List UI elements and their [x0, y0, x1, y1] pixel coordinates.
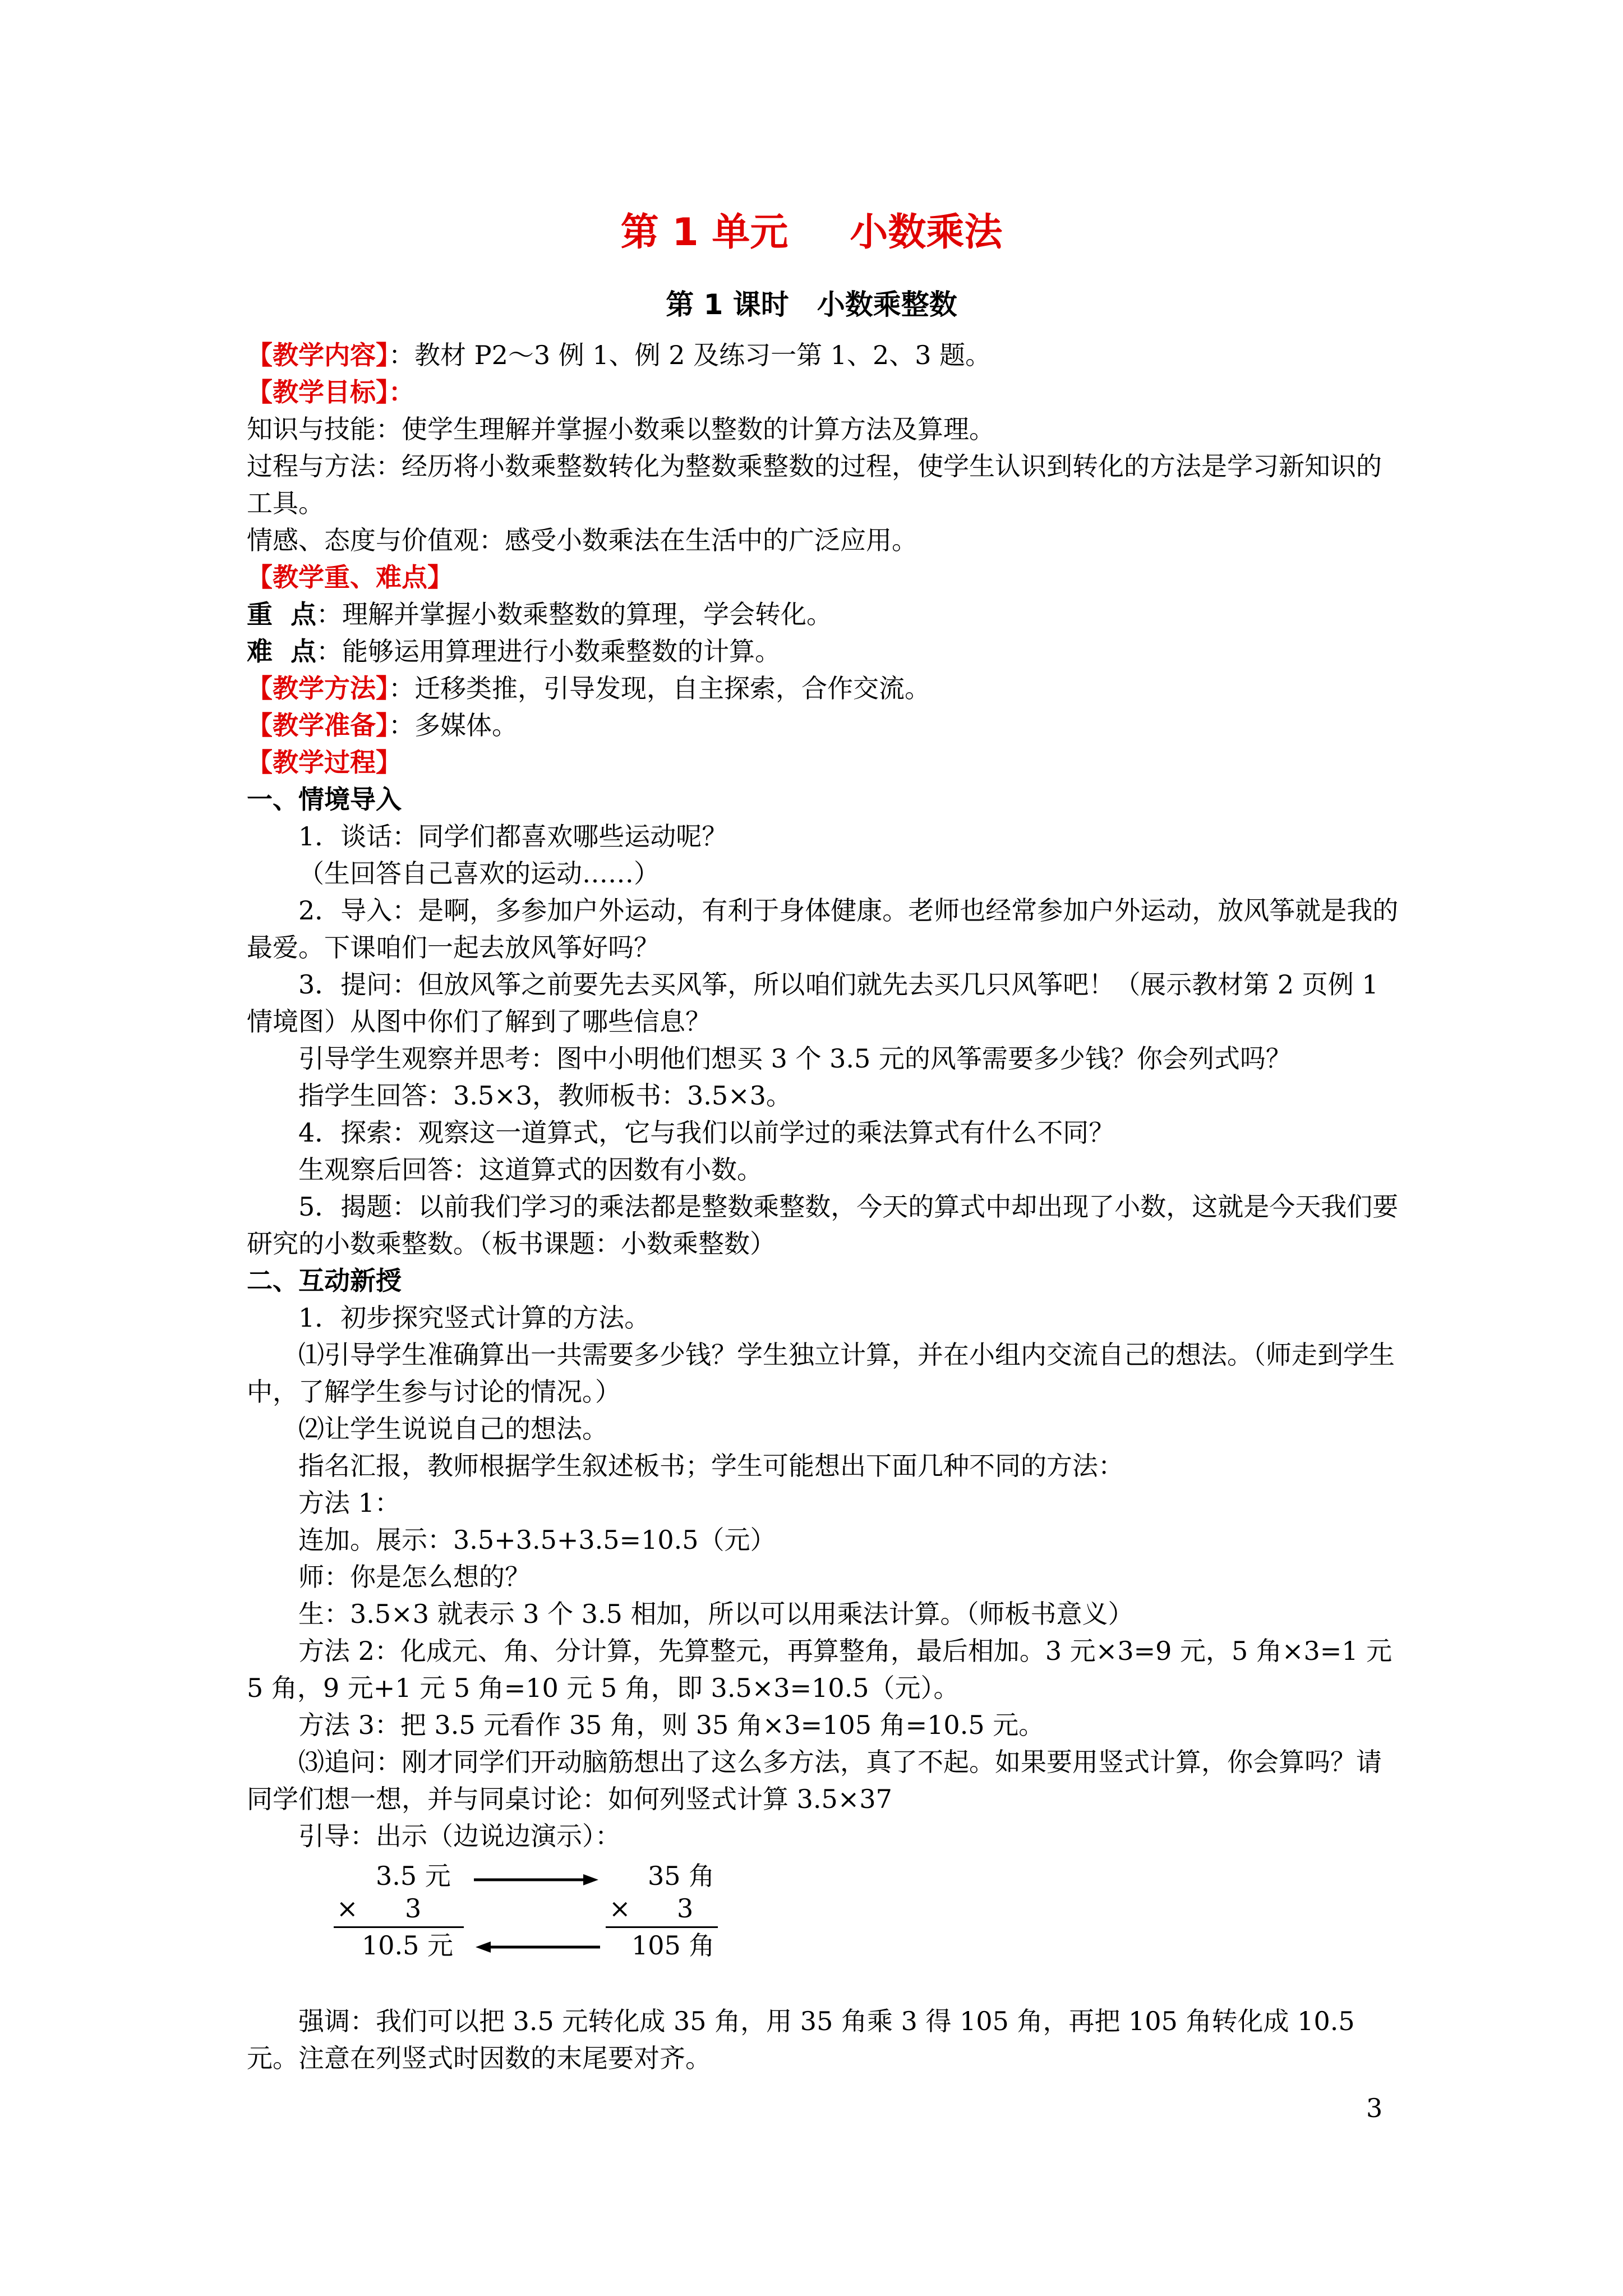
section-2-p1: 1．初步探究竖式计算的方法。 — [298, 1303, 651, 1333]
section-2-p9: 方法 2：化成元、角、分计算，先算整元，再算整角，最后相加。3 元×3=9 元，5 角×3=1 元 5 角，9 元+1 元 5 角=10 元 5 角，即 3.5×3=10.5（元）。 — [247, 1636, 1393, 1703]
section-2-heading: 二、互动新授 — [247, 1266, 402, 1296]
content-text: ：教材 P2～3 例 1、例 2 及练习一第 1、2、3 题。 — [389, 340, 992, 370]
section-2-p8: 生：3.5×3 就表示 3 个 3.5 相加，所以可以用乘法计算。（师板书意义） — [298, 1599, 1134, 1629]
section-2-p5: 方法 1： — [298, 1488, 400, 1518]
content-label: 【教学内容】 — [247, 340, 389, 370]
arrow-left-icon — [476, 1941, 600, 1953]
section-1-p6: 指学生回答：3.5×3，教师板书：3.5×3。 — [298, 1080, 792, 1111]
section-1-p4: 3．提问：但放风筝之前要先去买风筝，所以咱们就先去买几只风筝吧！（展示教材第 2 页例 1 情境图）从图中你们了解到了哪些信息？ — [247, 969, 1378, 1037]
calc-right-multiplier: 3 — [677, 1893, 694, 1924]
page-number: 3 — [1366, 2093, 1383, 2123]
section-2-p4: 指名汇报，教师根据学生叙述板书；学生可能想出下面几种不同的方法： — [298, 1451, 1124, 1481]
document-body — [247, 337, 1402, 2077]
key-point-1 — [247, 596, 1402, 633]
lesson-name: 小数乘整数 — [817, 288, 957, 321]
section-1-heading: 一、情境导入 — [247, 784, 402, 815]
section-2-p10: 方法 3：把 3.5 元看作 35 角，则 35 角×3=105 角=10.5 元。 — [298, 1710, 1045, 1740]
prep-label: 【教学准备】 — [247, 710, 389, 740]
process-label: 【教学过程】 — [247, 747, 402, 777]
section-1-p8: 生观察后回答：这道算式的因数有小数。 — [298, 1154, 763, 1185]
goal-2: 过程与方法：经历将小数乘整数转化为整数乘整数的过程，使学生认识到转化的方法是学习新知识的工具。 — [247, 451, 1382, 518]
calc-right-times: × — [609, 1893, 631, 1924]
section-2-p12: 引导：出示（边说边演示）： — [298, 1821, 621, 1851]
method-line — [247, 670, 1402, 707]
goals-label: 【教学目标】 — [247, 377, 389, 407]
section-1-p7: 4．探索：观察这一道算式，它与我们以前学过的乘法算式有什么不同？ — [298, 1117, 1115, 1148]
key-heading — [247, 559, 1402, 596]
section-1-p1: 1．谈话：同学们都喜欢哪些运动呢？ — [298, 821, 728, 852]
prep-text: ：多媒体。 — [389, 710, 518, 740]
unit-name: 小数乘法 — [850, 210, 1003, 255]
section-1-p5: 引导学生观察并思考：图中小明他们想买 3 个 3.5 元的风筝需要多少钱？你会列式吗？ — [298, 1043, 1292, 1074]
goals-heading — [247, 374, 1402, 411]
arrow-right-icon — [474, 1874, 598, 1885]
calc-right-result: 105 角 — [631, 1930, 715, 1961]
key-label: 【教学重、难点】 — [247, 562, 453, 592]
lesson-title — [0, 285, 1623, 324]
section-1-p2: （生回答自己喜欢的运动……） — [298, 858, 660, 889]
unit-title — [0, 208, 1623, 258]
calc-left-multiplier: 3 — [405, 1893, 422, 1924]
key-point-1-text: ：理解并掌握小数乘整数的算理，学会转化。 — [316, 599, 833, 629]
goal-3: 情感、态度与价值观：感受小数乘法在生活中的广泛应用。 — [247, 525, 917, 555]
unit-number: 第 1 单元 — [620, 210, 789, 255]
prep-line — [247, 707, 1402, 744]
calc-left-rule — [334, 1926, 464, 1928]
section-2-p3: ⑵让学生说说自己的想法。 — [298, 1414, 608, 1444]
section-1-p3: 2．导入：是啊，多参加户外运动，有利于身体健康。老师也经常参加户外运动，放风筝就是我的最爱。下课咱们一起去放风筝好吗？ — [247, 895, 1399, 963]
calc-left-times: × — [336, 1893, 358, 1924]
method-label: 【教学方法】 — [247, 673, 389, 703]
key-point-2-label: 难 点 — [247, 636, 317, 666]
section-2-p13: 强调：我们可以把 3.5 元转化成 35 角，用 35 角乘 3 得 105 角，再把 105 角转化成 10.5 元。注意在列竖式时因数的末尾要对齐。 — [247, 2006, 1355, 2073]
key-point-2-text: ：能够运用算理进行小数乘整数的计算。 — [316, 636, 781, 666]
section-2-p2: ⑴引导学生准确算出一共需要多少钱？学生独立计算，并在小组内交流自己的想法。（师走到学生中，了解学生参与讨论的情况。） — [247, 1340, 1395, 1407]
calc-left-top: 3.5 元 — [376, 1861, 451, 1891]
lesson-number: 第 1 课时 — [666, 288, 789, 321]
key-point-2 — [247, 633, 1402, 670]
content-line — [247, 337, 1402, 374]
section-2-p7: 师：你是怎么想的？ — [298, 1562, 531, 1592]
calc-right-rule — [606, 1926, 718, 1928]
calc-right-top: 35 角 — [648, 1861, 715, 1891]
section-2-p11: ⑶追问：刚才同学们开动脑筋想出了这么多方法，真了不起。如果要用竖式计算，你会算吗？请同学们想一想，并与同桌讨论：如何列竖式计算 3.5×37 — [247, 1747, 1382, 1814]
goals-colon: ： — [389, 377, 414, 407]
section-1-p9: 5．揭题：以前我们学习的乘法都是整数乘整数，今天的算式中却出现了小数，这就是今天我们要研究的小数乘整数。（板书课题：小数乘整数） — [247, 1191, 1399, 1259]
section-2-p6: 连加。展示：3.5+3.5+3.5=10.5（元） — [298, 1525, 776, 1555]
process-heading — [247, 744, 1402, 781]
method-text: ：迁移类推，引导发现，自主探索，合作交流。 — [389, 673, 930, 703]
goal-1: 知识与技能：使学生理解并掌握小数乘以整数的计算方法及算理。 — [247, 414, 995, 444]
key-point-1-label: 重 点 — [247, 599, 317, 629]
calc-left-result: 10.5 元 — [362, 1930, 454, 1961]
vertical-calculation — [247, 1859, 1402, 1988]
